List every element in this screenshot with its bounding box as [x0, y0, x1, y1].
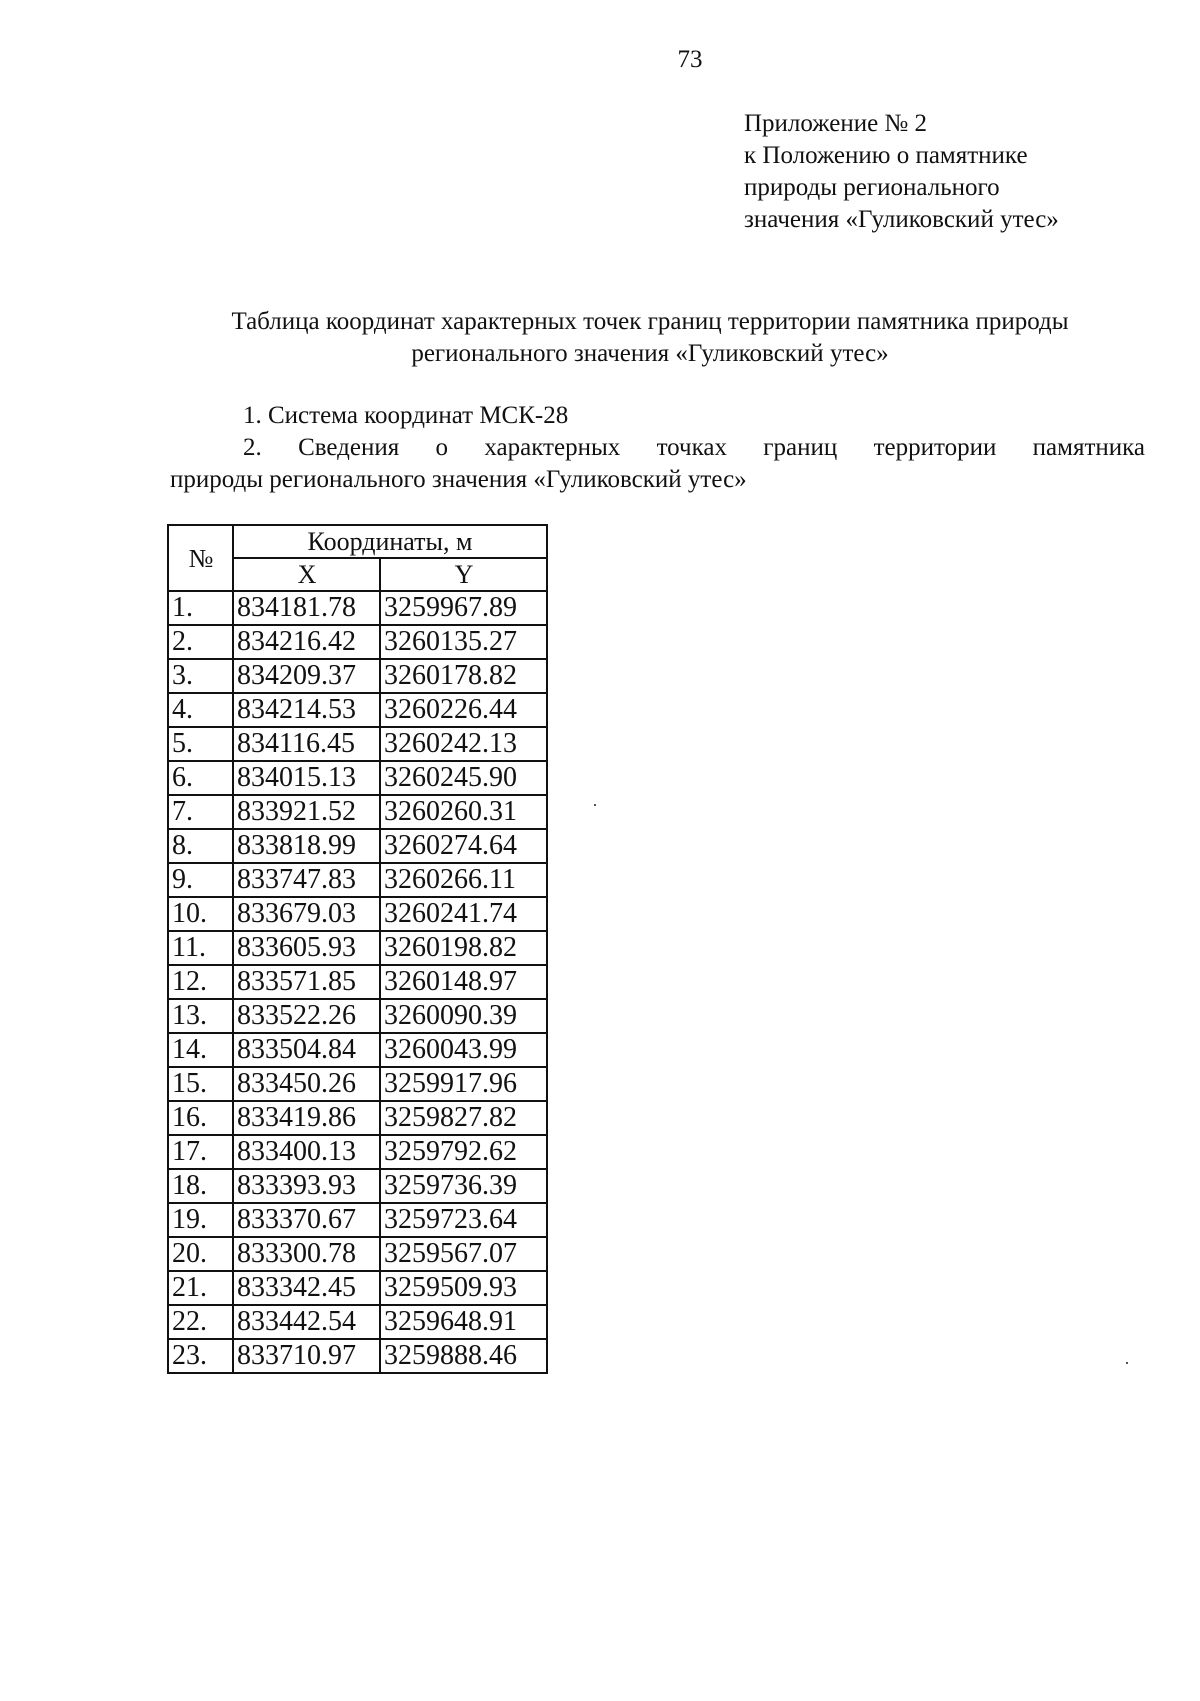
table-row: [168, 829, 547, 863]
row-x-value: 834015.13: [233, 761, 380, 795]
row-x-value: 833504.84: [233, 1033, 380, 1067]
row-y-value: 3260226.44: [380, 693, 547, 727]
table-row: [168, 965, 547, 999]
row-number: 18.: [168, 1169, 233, 1203]
row-number: 13.: [168, 999, 233, 1033]
table-row: [168, 1271, 547, 1305]
table-row: [168, 1067, 547, 1101]
document-title: [150, 306, 1150, 370]
row-y-value: 3259917.96: [380, 1067, 547, 1101]
appendix-line-3: природы регионального: [744, 174, 1000, 201]
table-row: [168, 659, 547, 693]
table-row: [168, 795, 547, 829]
row-x-value: 834209.37: [233, 659, 380, 693]
table-row: [168, 727, 547, 761]
row-x-value: 833921.52: [233, 795, 380, 829]
row-number: 12.: [168, 965, 233, 999]
table-row: [168, 1339, 547, 1373]
table-row: [168, 625, 547, 659]
row-x-value: 833300.78: [233, 1237, 380, 1271]
row-y-value: 3260043.99: [380, 1033, 547, 1067]
row-x-value: 833442.54: [233, 1305, 380, 1339]
row-x-value: 833450.26: [233, 1067, 380, 1101]
row-x-value: 833710.97: [233, 1339, 380, 1373]
row-y-value: 3259967.89: [380, 591, 547, 625]
scan-speck: [594, 804, 596, 806]
row-number: 22.: [168, 1305, 233, 1339]
appendix-line-2: к Положению о памятнике: [744, 142, 1028, 169]
row-y-value: 3259736.39: [380, 1169, 547, 1203]
boundary-points-item: [170, 432, 1145, 496]
table-row: [168, 1203, 547, 1237]
header-y: Y: [380, 558, 547, 591]
page-number: 73: [677, 46, 703, 73]
row-x-value: 833342.45: [233, 1271, 380, 1305]
row-x-value: 833747.83: [233, 863, 380, 897]
row-number: 9.: [168, 863, 233, 897]
row-number: 11.: [168, 931, 233, 965]
table-row: [168, 1135, 547, 1169]
row-x-value: 833818.99: [233, 829, 380, 863]
table-row: [168, 1033, 547, 1067]
title-line-1: Таблица координат характерных точек границ территории памятника природы: [231, 308, 1069, 335]
row-x-value: 833679.03: [233, 897, 380, 931]
row-y-value: 3260242.13: [380, 727, 547, 761]
row-number: 14.: [168, 1033, 233, 1067]
row-number: 19.: [168, 1203, 233, 1237]
table-row: [168, 931, 547, 965]
row-number: 3.: [168, 659, 233, 693]
coordinate-system-item: 1. Система координат МСК-28: [243, 402, 569, 429]
row-number: 16.: [168, 1101, 233, 1135]
row-x-value: 834116.45: [233, 727, 380, 761]
table-row: [168, 897, 547, 931]
row-number: 10.: [168, 897, 233, 931]
item2-line-1: 2. Сведения о характерных точках границ территории памятника: [243, 434, 1145, 461]
table-row: [168, 1305, 547, 1339]
title-line-2: регионального значения «Гуликовский утес»: [411, 340, 889, 367]
appendix-line-4: значения «Гуликовский утес»: [744, 206, 1059, 233]
row-y-value: 3260198.82: [380, 931, 547, 965]
row-x-value: 833419.86: [233, 1101, 380, 1135]
item2-line-2: природы регионального значения «Гуликовский утес»: [170, 466, 747, 493]
row-x-value: 833522.26: [233, 999, 380, 1033]
header-x: X: [233, 558, 380, 591]
header-number: №: [168, 525, 233, 591]
row-y-value: 3260178.82: [380, 659, 547, 693]
table-header-row: [168, 525, 547, 558]
row-x-value: 833393.93: [233, 1169, 380, 1203]
row-y-value: 3259509.93: [380, 1271, 547, 1305]
row-x-value: 833605.93: [233, 931, 380, 965]
header-coordinates: Координаты, м: [233, 525, 547, 558]
row-y-value: 3260260.31: [380, 795, 547, 829]
row-y-value: 3259888.46: [380, 1339, 547, 1373]
table-row: [168, 1237, 547, 1271]
row-number: 17.: [168, 1135, 233, 1169]
row-x-value: 833370.67: [233, 1203, 380, 1237]
row-y-value: 3260090.39: [380, 999, 547, 1033]
appendix-heading: [744, 108, 1059, 236]
scan-speck: [1126, 1362, 1128, 1364]
row-y-value: 3259567.07: [380, 1237, 547, 1271]
row-number: 1.: [168, 591, 233, 625]
row-number: 5.: [168, 727, 233, 761]
table-row: [168, 1169, 547, 1203]
row-y-value: 3260266.11: [380, 863, 547, 897]
row-y-value: 3260241.74: [380, 897, 547, 931]
table-body: [168, 591, 547, 1373]
appendix-line-1: Приложение № 2: [744, 110, 928, 137]
row-number: 2.: [168, 625, 233, 659]
row-y-value: 3259792.62: [380, 1135, 547, 1169]
row-number: 4.: [168, 693, 233, 727]
row-x-value: 833571.85: [233, 965, 380, 999]
row-y-value: 3260274.64: [380, 829, 547, 863]
table-row: [168, 591, 547, 625]
row-x-value: 834216.42: [233, 625, 380, 659]
row-number: 20.: [168, 1237, 233, 1271]
row-y-value: 3259827.82: [380, 1101, 547, 1135]
table-row: [168, 761, 547, 795]
row-y-value: 3260148.97: [380, 965, 547, 999]
coordinates-table: [167, 524, 548, 1374]
row-x-value: 833400.13: [233, 1135, 380, 1169]
row-y-value: 3259648.91: [380, 1305, 547, 1339]
table-row: [168, 863, 547, 897]
row-number: 23.: [168, 1339, 233, 1373]
row-y-value: 3260245.90: [380, 761, 547, 795]
row-y-value: 3260135.27: [380, 625, 547, 659]
row-y-value: 3259723.64: [380, 1203, 547, 1237]
row-number: 15.: [168, 1067, 233, 1101]
row-number: 8.: [168, 829, 233, 863]
row-x-value: 834214.53: [233, 693, 380, 727]
row-number: 21.: [168, 1271, 233, 1305]
table-row: [168, 1101, 547, 1135]
row-x-value: 834181.78: [233, 591, 380, 625]
table-row: [168, 693, 547, 727]
table-row: [168, 999, 547, 1033]
row-number: 6.: [168, 761, 233, 795]
row-number: 7.: [168, 795, 233, 829]
